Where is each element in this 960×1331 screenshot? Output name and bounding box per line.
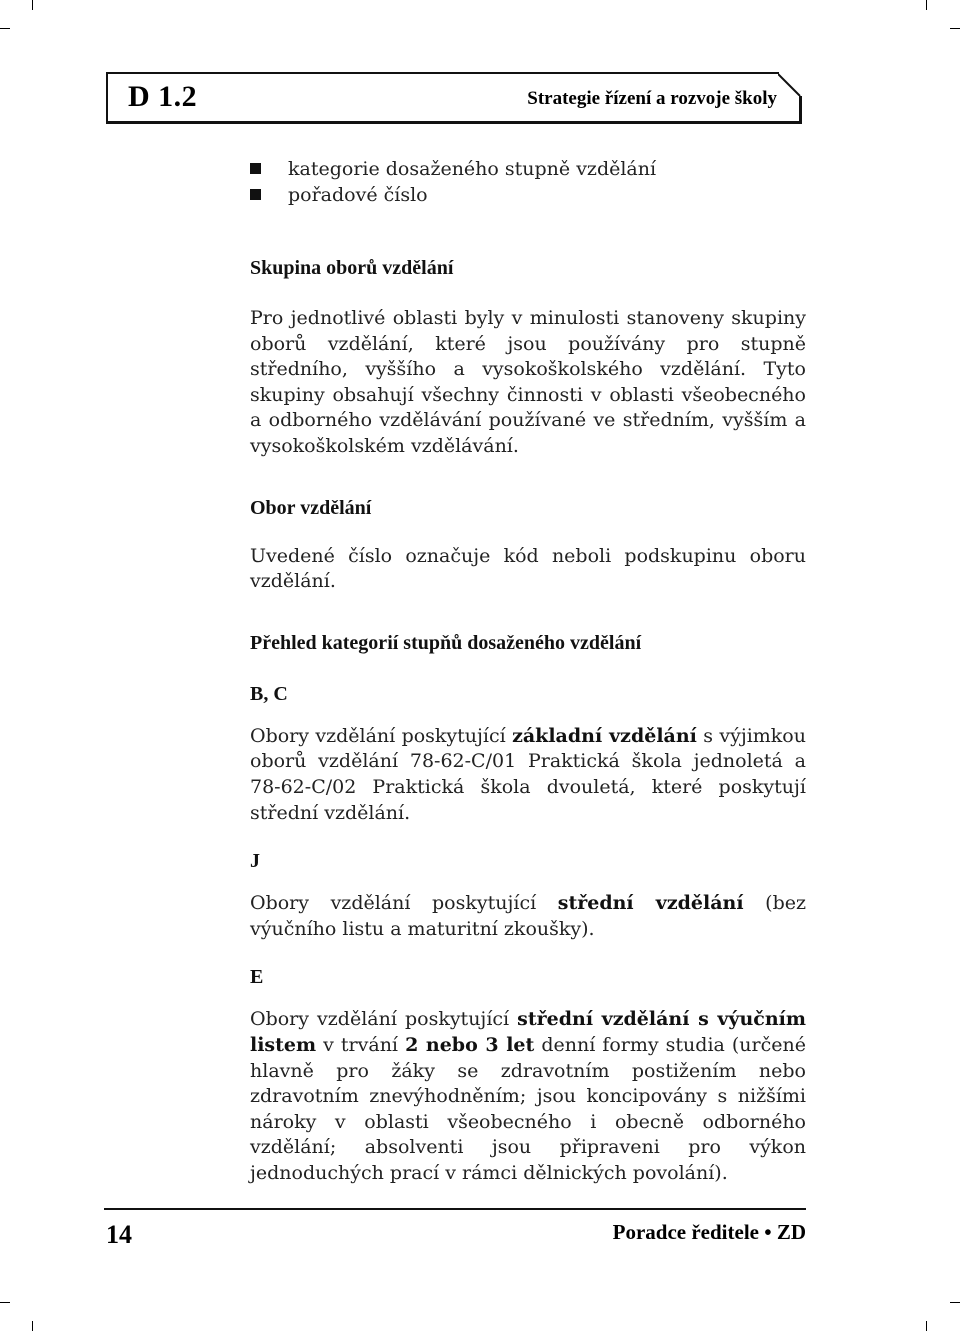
category-code-bc: B, C [250, 682, 288, 705]
crop-mark [926, 1321, 927, 1331]
list-item: kategorie dosaženého stupně vzdělání [250, 156, 806, 182]
square-bullet-icon [250, 163, 261, 174]
crop-mark [32, 1321, 33, 1331]
paragraph-e: Obory vzdělání poskytující střední vzdělání s výučním listem v trvání 2 nebo 3 let denní formy studia (určené hlavně pro žáky se zdravotním postižením nebo zdravotním znevýhodněním; jsou koncipovány s nižšími nároky v oblasti všeobecného i obecně odborného vzdělání; absolventi jsou připraveni pro výkon jednoduchých prací v rámci dělnických povolání). [250, 1008, 806, 1184]
crop-mark [950, 1302, 960, 1303]
crop-mark [950, 28, 960, 29]
paragraph-skupina: Pro jednotlivé oblasti byly v minulosti stanoveny skupiny oborů vzdělání, které jsou používány pro stupně středního, vyššího a vysokoškolského vzdělání. Tyto skupiny obsahují všechny činnosti v oblasti všeobecného a odborného vzdělávání používané ve středním, vyšším a vysokoškolském vzdělávání. [250, 307, 806, 457]
crop-mark [0, 1302, 10, 1303]
bullet-list [250, 156, 806, 208]
crop-mark [926, 0, 927, 10]
page-corner-icon [778, 72, 802, 96]
crop-mark [32, 0, 33, 10]
square-bullet-icon [250, 189, 261, 200]
category-code-e: E [250, 966, 264, 989]
heading-obor: Obor vzdělání [250, 496, 372, 519]
publication-title: Poradce ředitele • ZD [612, 1220, 806, 1244]
section-title: Strategie řízení a rozvoje školy [527, 88, 777, 109]
paragraph-bc: Obory vzdělání poskytující základní vzdělání s výjimkou oborů vzdělání 78-62-C/01 Praktická škola jednoletá a 78-62-C/02 Praktická škola dvouletá, které poskytují střední vzdělání. [250, 724, 806, 824]
paragraph-j: Obory vzdělání poskytující střední vzdělání (bez výučního listu a maturitní zkoušky). [250, 892, 806, 940]
crop-mark [0, 28, 10, 29]
list-item: pořadové číslo [250, 182, 806, 208]
page-number: 14 [106, 1220, 132, 1249]
footer-rule [104, 1208, 806, 1210]
heading-skupina: Skupina oborů vzdělání [250, 257, 454, 279]
heading-prehled: Přehled kategorií stupňů dosaženého vzdělání [250, 631, 642, 654]
section-code: D 1.2 [128, 80, 198, 113]
paragraph-obor: Uvedené číslo označuje kód neboli podskupinu oboru vzdělání. [250, 544, 806, 593]
section-header [106, 72, 802, 124]
category-code-j: J [250, 850, 260, 873]
content [250, 156, 806, 1186]
